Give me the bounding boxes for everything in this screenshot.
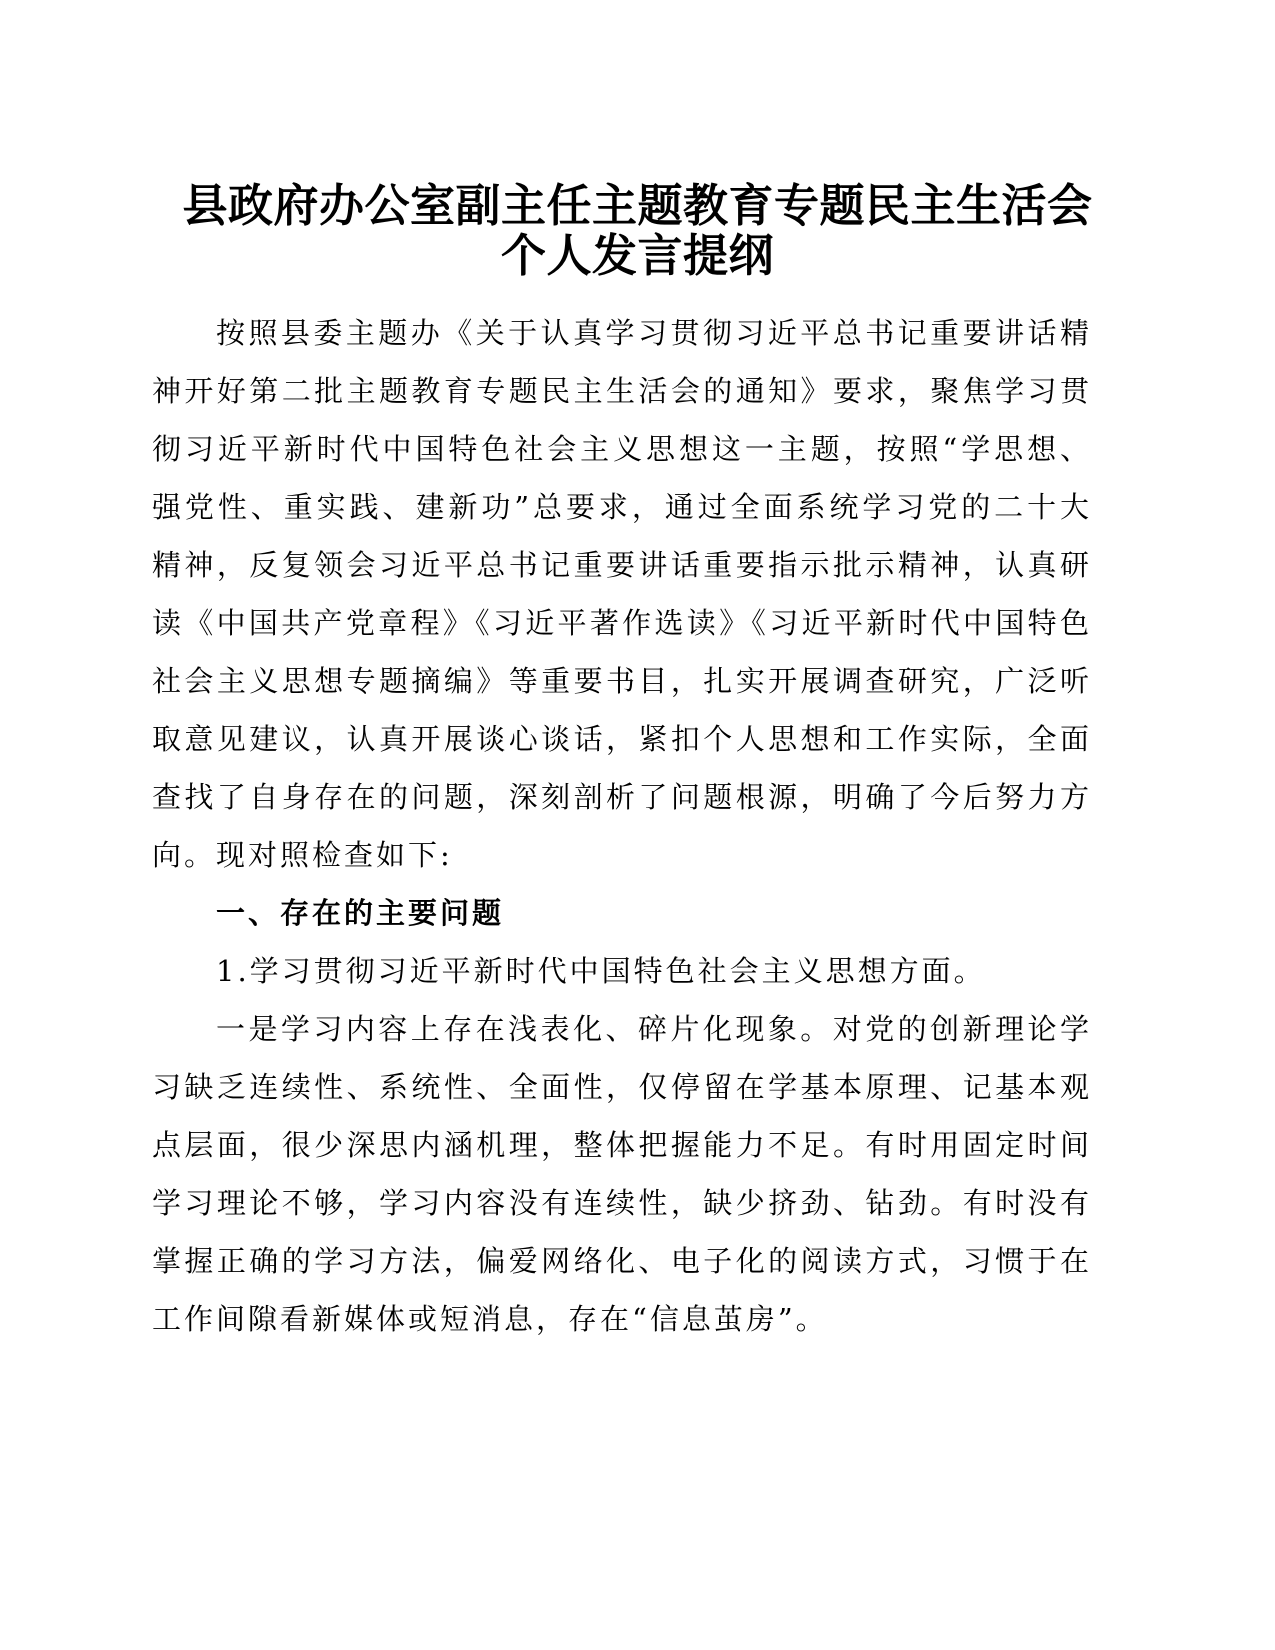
intro-paragraph: 按照县委主题办《关于认真学习贯彻习近平总书记重要讲话精神开好第二批主题教育专题民主生活会的通知》要求，聚焦学习贯彻习近平新时代中国特色社会主义思想这一主题，按照“学思想、强党性、重实践、建新功”总要求，通过全面系统学习党的二十大精神，反复领会习近平总书记重要讲话重要指示批示精神，认真研读《中国共产党章程》《习近平著作选读》《习近平新时代中国特色社会主义思想专题摘编》等重要书目，扎实开展调查研究，广泛听取意见建议，认真开展谈心谈话，紧扣个人思想和工作实际，全面查找了自身存在的问题，深刻剖析了问题根源，明确了今后努力方向。现对照检查如下: [152,316,1092,872]
document-title-line-2: 个人发言提纲 [500,229,774,282]
document-title-line-1: 县政府办公室副主任主题教育专题民主生活会 [182,179,1093,232]
item-paragraph-study-content: 一是学习内容上存在浅表化、碎片化现象。对党的创新理论学习缺乏连续性、系统性、全面性，仅停留在学基本原理、记基本观点层面，很少深思内涵机理，整体把握能力不足。有时用固定时间学习理论不够，学习内容没有连续性，缺少挤劲、钻劲。有时没有掌握正确的学习方法，偏爱网络化、电子化的阅读方式，习惯于在工作间隙看新媒体或短消息，存在“信息茧房”。 [152,1012,1092,1336]
item-heading-study: 1.学习贯彻习近平新时代中国特色社会主义思想方面。 [216,954,986,988]
section-heading-main-problems: 一、存在的主要问题 [216,896,505,930]
document-body [152,304,1092,1348]
